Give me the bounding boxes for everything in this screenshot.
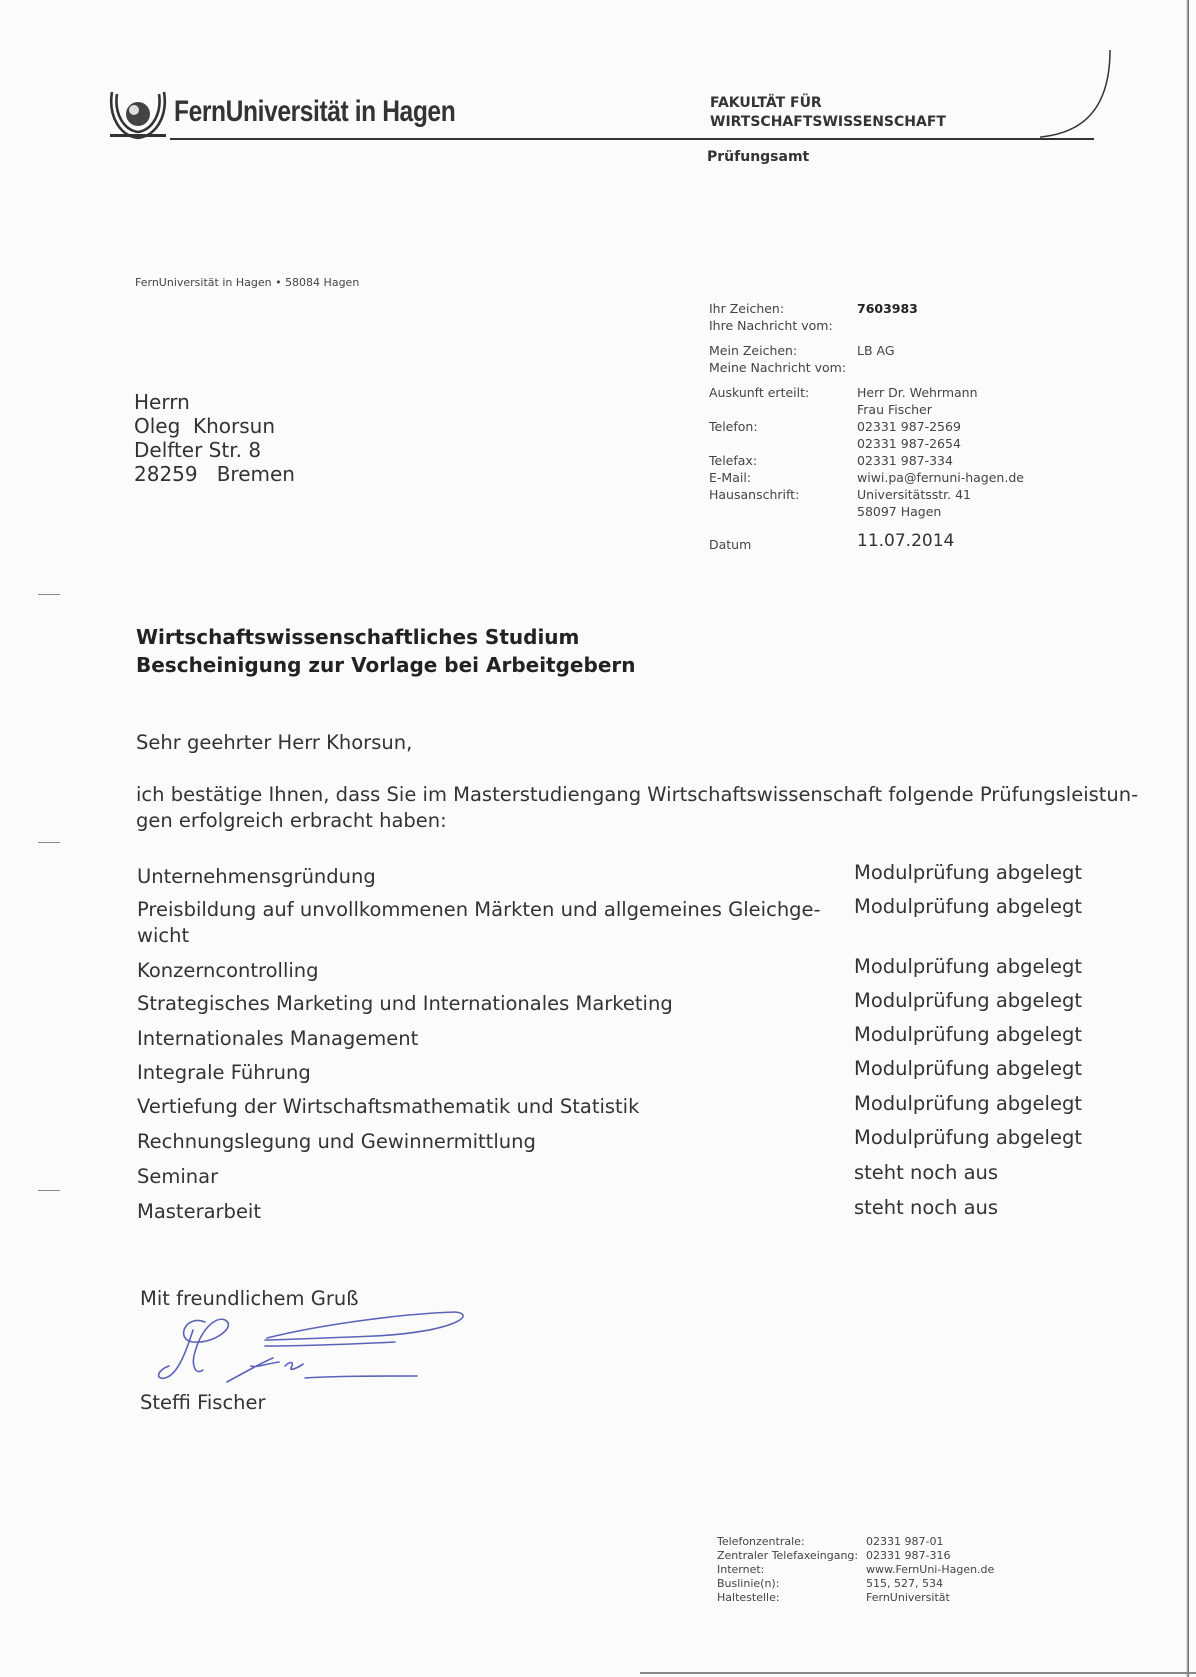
course-name: Vertiefung der Wirtschaftsmathematik und Statistik bbox=[137, 1095, 640, 1118]
course-status: Modulprüfung abgelegt bbox=[854, 1057, 1082, 1080]
footer-label: Telefonzentrale: bbox=[717, 1535, 805, 1548]
faculty-name: FAKULTÄT FÜR WIRTSCHAFTSWISSENSCHAFT bbox=[710, 95, 946, 130]
footer-value: 02331 987-316 bbox=[866, 1549, 951, 1562]
course-name: Seminar bbox=[137, 1165, 219, 1188]
footer-label: Buslinie(n): bbox=[717, 1577, 780, 1590]
course-name: Rechnungslegung und Gewinnermittlung bbox=[137, 1130, 536, 1153]
course-name: Preisbildung auf unvollkommenen Märkten und allgemeines Gleichge- wicht bbox=[137, 898, 821, 947]
footer-label: Haltestelle: bbox=[717, 1591, 780, 1604]
course-name: Masterarbeit bbox=[137, 1200, 261, 1223]
info-label: E-Mail: bbox=[709, 470, 752, 485]
date-value: 11.07.2014 bbox=[857, 531, 955, 551]
footer-label: Internet: bbox=[717, 1563, 765, 1576]
course-status: steht noch aus bbox=[854, 1196, 999, 1219]
course-status: Modulprüfung abgelegt bbox=[854, 895, 1082, 918]
info-label: Datum bbox=[709, 537, 752, 552]
office-name: Prüfungsamt bbox=[707, 149, 810, 165]
closing-regards: Mit freundlichem Gruß bbox=[140, 1287, 359, 1310]
fold-mark bbox=[38, 1190, 60, 1191]
info-label: Auskunft erteilt: bbox=[709, 385, 810, 400]
info-label: Meine Nachricht vom: bbox=[709, 360, 847, 375]
info-value: Herr Dr. Wehrmann bbox=[857, 385, 978, 400]
handwritten-signature bbox=[155, 1300, 475, 1400]
course-status: Modulprüfung abgelegt bbox=[854, 1023, 1082, 1046]
course-status: Modulprüfung abgelegt bbox=[854, 1092, 1082, 1115]
info-label: Hausanschrift: bbox=[709, 487, 800, 502]
header-curve bbox=[1040, 50, 1120, 142]
info-value: 02331 987-334 bbox=[857, 453, 953, 468]
recipient-address: Herrn Oleg Khorsun Delfter Str. 8 28259 Bremen bbox=[134, 390, 295, 486]
course-name: Internationales Management bbox=[137, 1027, 419, 1050]
course-status: Modulprüfung abgelegt bbox=[854, 1126, 1082, 1149]
signer-name: Steffi Fischer bbox=[140, 1391, 266, 1414]
subject-heading: Wirtschaftswissenschaftliches Studium Bescheinigung zur Vorlage bei Arbeitgebern bbox=[136, 625, 636, 677]
course-name: Strategisches Marketing und Internationales Marketing bbox=[137, 992, 673, 1015]
info-label: Ihr Zeichen: bbox=[709, 301, 785, 316]
info-label: Mein Zeichen: bbox=[709, 343, 798, 358]
footer-value: 515, 527, 534 bbox=[866, 1577, 943, 1590]
course-status: Modulprüfung abgelegt bbox=[854, 955, 1082, 978]
footer-label: Zentraler Telefaxeingang: bbox=[717, 1549, 859, 1562]
info-value: Frau Fischer bbox=[857, 402, 932, 417]
course-name: Integrale Führung bbox=[137, 1061, 311, 1084]
scan-edge bbox=[640, 1672, 1196, 1674]
header-rule bbox=[170, 138, 1094, 140]
course-name: Konzerncontrolling bbox=[137, 959, 319, 982]
scan-edge bbox=[1186, 0, 1189, 1677]
info-label: Telefon: bbox=[709, 419, 758, 434]
course-status: Modulprüfung abgelegt bbox=[854, 861, 1082, 884]
email-value: wiwi.pa@fernuni-hagen.de bbox=[857, 470, 1024, 485]
info-value: 58097 Hagen bbox=[857, 504, 942, 519]
info-value: Universitätsstr. 41 bbox=[857, 487, 971, 502]
intro-paragraph: ich bestätige Ihnen, dass Sie im Masterstudiengang Wirtschaftswissenschaft folgende Prüfungsleistun- gen erfolgreich erbracht haben: bbox=[136, 783, 1139, 832]
info-label: Ihre Nachricht vom: bbox=[709, 318, 833, 333]
university-name: FernUniversität in Hagen bbox=[174, 95, 456, 128]
course-status: steht noch aus bbox=[854, 1161, 999, 1184]
reference-number: 7603983 bbox=[857, 301, 918, 316]
sender-line: FernUniversität in Hagen • 58084 Hagen bbox=[135, 276, 360, 289]
footer-website: www.FernUni-Hagen.de bbox=[866, 1563, 995, 1576]
info-value: LB AG bbox=[857, 343, 895, 358]
course-name: Unternehmensgründung bbox=[137, 865, 376, 888]
footer-value: 02331 987-01 bbox=[866, 1535, 944, 1548]
info-value: 02331 987-2569 bbox=[857, 419, 961, 434]
course-status: Modulprüfung abgelegt bbox=[854, 989, 1082, 1012]
fold-mark bbox=[38, 842, 60, 843]
greeting: Sehr geehrter Herr Khorsun, bbox=[136, 731, 413, 754]
footer-value: FernUniversität bbox=[866, 1591, 950, 1604]
info-label: Telefax: bbox=[709, 453, 758, 468]
fold-mark bbox=[38, 594, 60, 595]
info-value: 02331 987-2654 bbox=[857, 436, 961, 451]
